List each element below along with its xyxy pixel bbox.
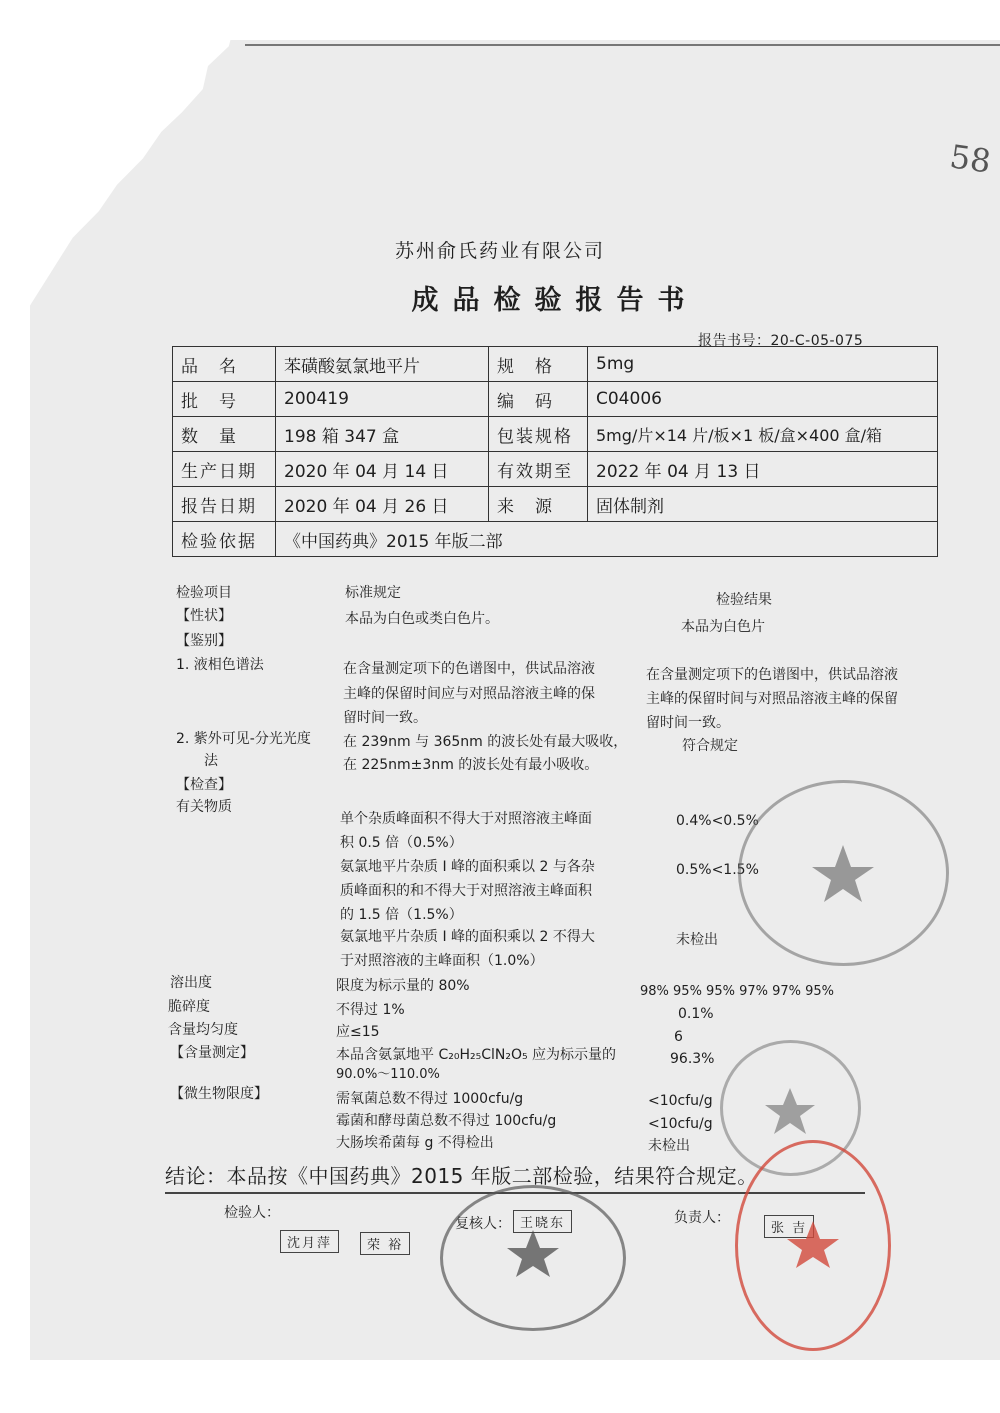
item-uniformity: 含量均匀度 (168, 1022, 238, 1038)
product-name-value: 苯磺酸氨氯地平片 (276, 347, 489, 382)
item-hplc: 1. 液相色谱法 (176, 657, 264, 673)
batch-value: 200419 (276, 382, 489, 417)
header-standard: 标准规定 (345, 585, 401, 601)
spec-value: 5mg (588, 347, 938, 382)
standard-related-3a: 氨氯地平片杂质 I 峰的面积乘以 2 不得大 (340, 929, 595, 945)
result-appearance: 本品为白色片 (681, 619, 765, 635)
quality-report-seal-gray (440, 1185, 626, 1331)
quantity-label: 数 量 (173, 417, 276, 452)
quality-report-seal-red (735, 1140, 891, 1351)
item-friability: 脆碎度 (168, 999, 210, 1015)
source-label: 来 源 (489, 487, 588, 522)
spec-label: 规 格 (489, 347, 588, 382)
inspector-signature-2: 荣 裕 (360, 1232, 410, 1255)
result-uniformity: 6 (674, 1029, 683, 1045)
reviewer-label: 复核人： (455, 1216, 511, 1232)
standard-micro-1: 需氧菌总数不得过 1000cfu/g (336, 1091, 524, 1107)
result-hplc-2: 主峰的保留时间与对照品溶液主峰的保留 (646, 691, 898, 707)
report-date-value: 2020 年 04 月 26 日 (276, 487, 489, 522)
report-date-label: 报告日期 (173, 487, 276, 522)
inspector-signature-1: 沈月萍 (280, 1230, 339, 1253)
package-label: 包装规格 (489, 417, 588, 452)
item-tests: 【检查】 (176, 777, 232, 793)
responsible-signature: 张 吉 (764, 1215, 814, 1238)
result-uv: 符合规定 (682, 738, 738, 754)
standard-assay-2: 90.0%～110.0% (336, 1067, 440, 1082)
responsible-label: 负责人： (674, 1210, 730, 1226)
expiry-value: 2022 年 04 月 13 日 (588, 452, 938, 487)
result-micro-2: <10cfu/g (648, 1116, 713, 1132)
standard-uniformity: 应≤15 (336, 1024, 380, 1040)
standard-appearance: 本品为白色或类白色片。 (345, 611, 499, 627)
basis-label: 检验依据 (173, 522, 276, 557)
inspector-label: 检验人： (224, 1205, 280, 1221)
standard-hplc-2: 主峰的保留时间应与对照品溶液主峰的保 (343, 686, 595, 702)
item-micro: 【微生物限度】 (170, 1086, 268, 1102)
standard-friability: 不得过 1% (336, 1002, 405, 1018)
result-dissolution: 98% 95% 95% 97% 97% 95% (640, 984, 835, 999)
result-friability: 0.1% (678, 1006, 714, 1022)
standard-hplc-1: 在含量测定项下的色谱图中，供试品溶液 (343, 661, 595, 677)
standard-related-1a: 单个杂质峰面积不得大于对照溶液主峰面 (340, 811, 592, 827)
production-date-label: 生产日期 (173, 452, 276, 487)
code-label: 编 码 (489, 382, 588, 417)
reviewer-signature: 王晓东 (513, 1210, 572, 1233)
conclusion: 结论：本品按《中国药典》2015 年版二部检验，结果符合规定。 (165, 1164, 758, 1188)
standard-dissolution: 限度为标示量的 80% (336, 978, 470, 994)
result-micro-1: <10cfu/g (648, 1093, 713, 1109)
standard-hplc-3: 留时间一致。 (343, 710, 427, 726)
star-icon (741, 783, 946, 963)
result-micro-3: 未检出 (648, 1138, 690, 1154)
standard-related-1b: 积 0.5 倍（0.5%） (340, 835, 463, 851)
item-appearance: 【性状】 (176, 608, 232, 624)
item-dissolution: 溶出度 (170, 975, 212, 991)
standard-related-3b: 于对照溶液的主峰面积（1.0%） (340, 953, 544, 969)
report-number: 报告书号：20-C-05-075 (698, 333, 864, 349)
item-uv-2: 法 (204, 753, 218, 769)
result-related-1: 0.4%<0.5% (676, 813, 759, 829)
result-hplc-1: 在含量测定项下的色谱图中，供试品溶液 (646, 667, 898, 683)
standard-micro-3: 大肠埃希菌每 g 不得检出 (336, 1135, 494, 1151)
star-icon-red (738, 1143, 888, 1348)
code-value: C04006 (588, 382, 938, 417)
standard-related-2b: 质峰面积的和不得大于对照溶液主峰面积 (340, 883, 592, 899)
standard-micro-2: 霉菌和酵母菌总数不得过 100cfu/g (336, 1113, 557, 1129)
standard-uv-1: 在 239nm 与 365nm 的波长处有最大吸收， (343, 734, 628, 750)
result-related-3: 未检出 (676, 932, 718, 948)
header-result: 检验结果 (716, 592, 772, 608)
handwritten-page-mark: 58 (947, 137, 994, 181)
item-identification: 【鉴别】 (176, 633, 232, 649)
product-name-label: 品 名 (173, 347, 276, 382)
star-icon-3 (443, 1188, 623, 1328)
basis-value: 《中国药典》2015 年版二部 (276, 522, 938, 557)
standard-uv-2: 在 225nm±3nm 的波长处有最小吸收。 (343, 757, 599, 773)
production-date-value: 2020 年 04 月 14 日 (276, 452, 489, 487)
result-related-2: 0.5%<1.5% (676, 862, 759, 878)
standard-related-2a: 氨氯地平片杂质 I 峰的面积乘以 2 与各杂 (340, 859, 595, 875)
item-related: 有关物质 (176, 799, 232, 815)
standard-assay-1: 本品含氨氯地平 C₂₀H₂₅ClN₂O₅ 应为标示量的 (336, 1047, 617, 1063)
expiry-label: 有效期至 (489, 452, 588, 487)
report-title: 成品检验报告书 (411, 285, 699, 316)
standard-related-2c: 的 1.5 倍（1.5%） (340, 907, 463, 923)
item-uv-1: 2. 紫外可见-分光光度 (176, 731, 311, 747)
batch-label: 批 号 (173, 382, 276, 417)
package-value: 5mg/片×14 片/板×1 板/盒×400 盒/箱 (588, 417, 938, 452)
product-info-table (172, 346, 938, 557)
result-assay: 96.3% (670, 1051, 715, 1067)
company-name: 苏州俞氏药业有限公司 (394, 240, 605, 262)
quantity-value: 198 箱 347 盒 (276, 417, 489, 452)
header-item: 检验项目 (176, 585, 232, 601)
item-assay: 【含量测定】 (170, 1045, 254, 1061)
result-hplc-3: 留时间一致。 (646, 715, 730, 731)
sheet-top-edge (245, 44, 1000, 46)
source-value: 固体制剂 (588, 487, 938, 522)
gray-seal-upper (738, 780, 949, 966)
